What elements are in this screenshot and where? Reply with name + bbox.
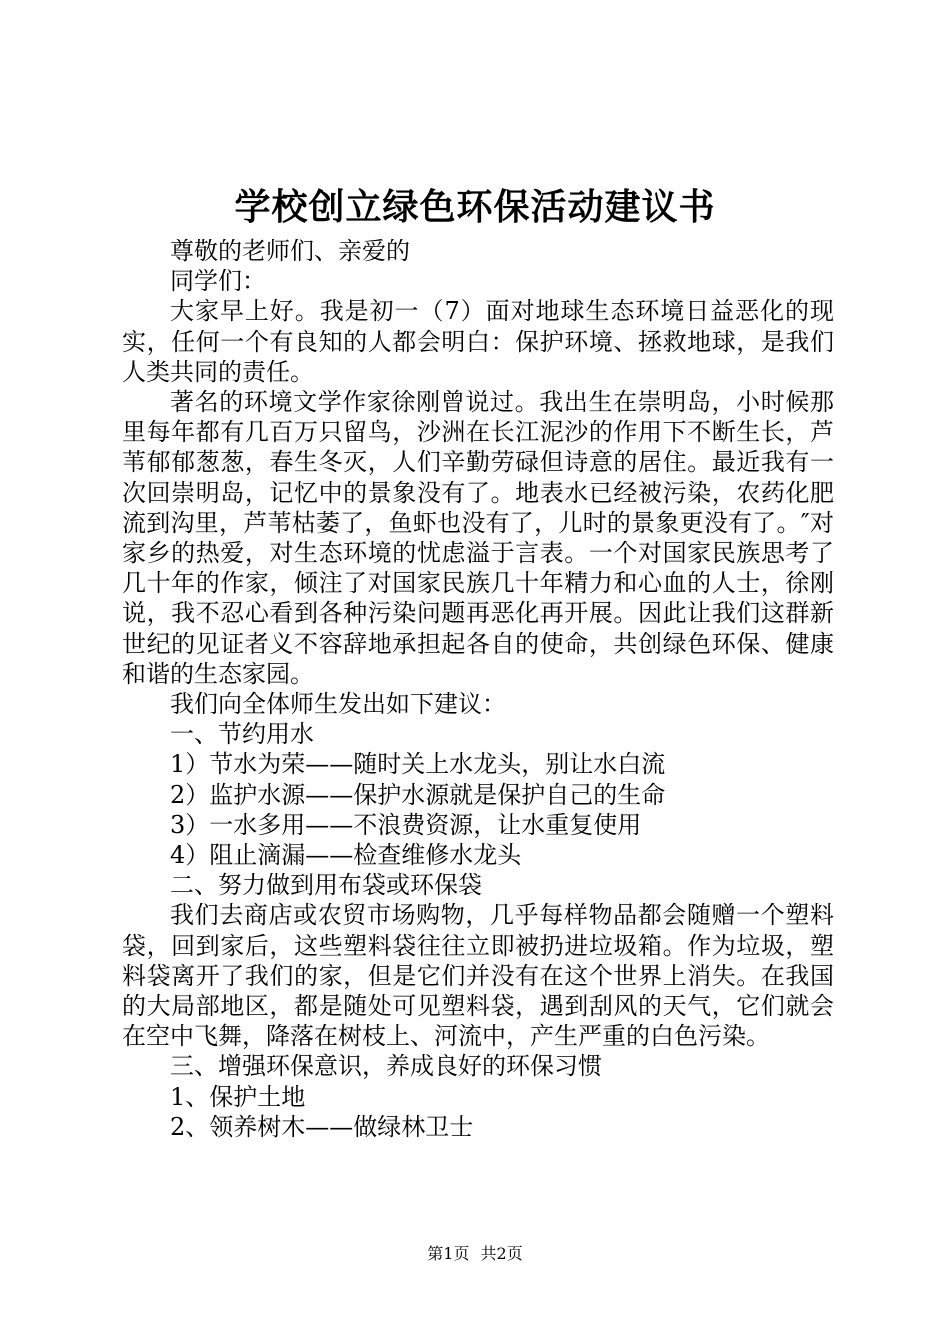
paragraph-plastic-bags: 我们去商店或农贸市场购物，几乎每样物品都会随赠一个塑料袋，回到家后，这些塑料袋往往立即被扔进垃圾箱。作为垃圾，塑料袋离开了我们的家，但是它们并没有在这个世界上消失。在我国的大局部地区，都是随处可见塑料袋，遇到刮风的天气，它们就会在空中飞舞，降落在树枝上、河流中，产生严重的白色污染。 (122, 901, 834, 1051)
paragraph-proposal-intro: 我们向全体师生发出如下建议： (170, 690, 506, 719)
paragraph-quote: 著名的环境文学作家徐刚曾说过。我出生在崇明岛，小时候那里每年都有几百万只留鸟，沙洲在长江泥沙的作用下不断生长，芦苇郁郁葱葱，春生冬灭，人们辛勤劳碌但诗意的居住。最近我有一次回崇明岛，记忆中的景象没有了。地表水已经被污染，农药化肥流到沟里，芦苇枯萎了，鱼虾也没有了，儿时的景象更没有了。″对家乡的热爱，对生态环境的忧虑溢于言表。一个对国家民族思考了几十年的作家，倾注了对国家民族几十年精力和心血的人士，徐刚说，我不忍心看到各种污染问题再恶化再开展。因此让我们这群新世纪的见证者义不容辞地承担起各自的使命，共创绿色环保、健康和谐的生态家园。 (122, 388, 834, 688)
list-item: 1）节水为荣——随时关上水龙头，别让水白流 (170, 750, 666, 779)
list-item: 2）监护水源——保护水源就是保护自己的生命 (170, 780, 666, 809)
list-item: 1、保护土地 (170, 1082, 306, 1111)
page-footer (0, 1242, 950, 1266)
section-heading-water: 一、节约用水 (170, 720, 314, 749)
section-heading-bags: 二、努力做到用布袋或环保袋 (170, 871, 482, 900)
salutation-line-2: 同学们： (170, 267, 266, 296)
document-title: 学校创立绿色环保活动建议书 (234, 186, 716, 228)
list-item: 2、领养树木——做绿林卫士 (170, 1112, 474, 1141)
paragraph-intro: 大家早上好。我是初一（7）面对地球生态环境日益恶化的现实，任何一个有良知的人都会明白：保护环境、拯救地球，是我们人类共同的责任。 (122, 297, 834, 386)
list-item: 4）阻止滴漏——检查维修水龙头 (170, 841, 522, 870)
list-item: 3）一水多用——不浪费资源，让水重复使用 (170, 810, 642, 839)
page-total: 共2页 (480, 1244, 523, 1263)
salutation-line-1: 尊敬的老师们、亲爱的 (170, 237, 410, 265)
document-body (122, 236, 834, 1142)
page-number: 第1页 (427, 1244, 470, 1263)
section-heading-awareness: 三、增强环保意识，养成良好的环保习惯 (170, 1052, 602, 1081)
